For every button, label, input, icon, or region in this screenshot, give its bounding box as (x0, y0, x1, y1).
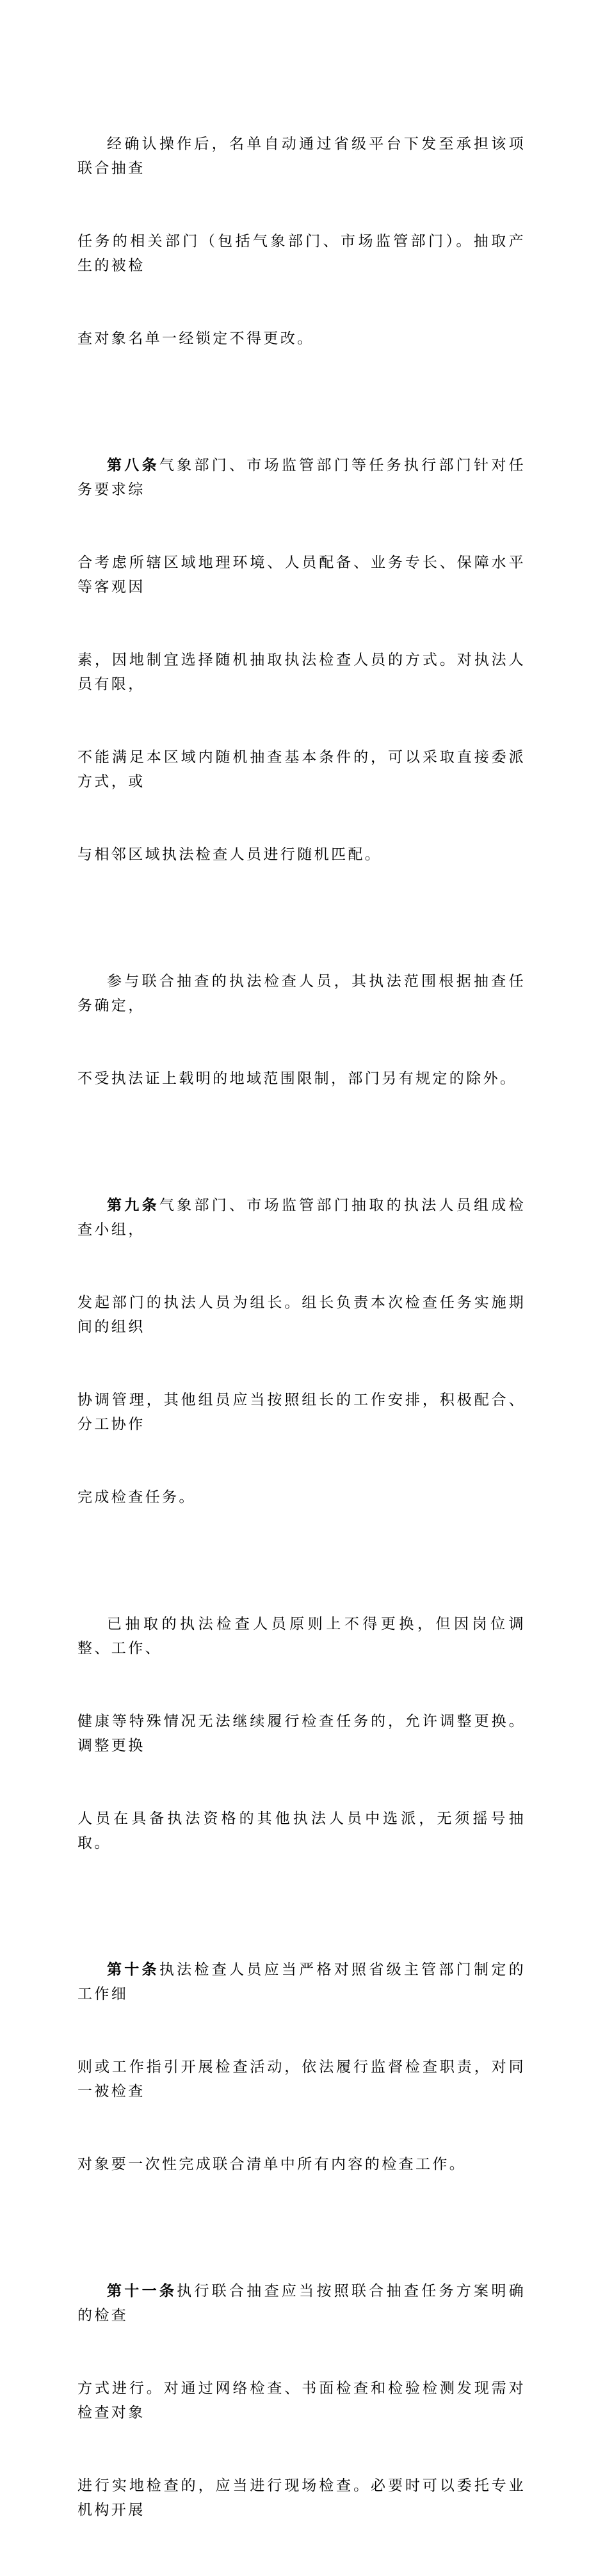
document-body (77, 83, 526, 2576)
text-line: 人员在具备执法资格的其他执法人员中选派，无须摇号抽取。 (77, 1810, 526, 1851)
text-line: 任务的相关部门（包括气象部门、市场监管部门）。抽取产生的被检 (77, 233, 526, 274)
text-line: 与相邻区域执法检查人员进行随机匹配。 (77, 846, 382, 863)
text-line: 不能满足本区域内随机抽查基本条件的，可以采取直接委派方式，或 (77, 749, 526, 790)
text-line: 进行实地检查的，应当进行现场检查。必要时可以委托专业机构开展 (77, 2477, 526, 2518)
text-line (77, 1958, 526, 2006)
article-9 (77, 1145, 526, 1558)
paragraph-5 (77, 1563, 526, 1904)
text-line: 不受执法证上载明的地域范围限制，部门另有规定的除外。 (77, 1070, 517, 1087)
text-line (77, 1193, 526, 1242)
text-line: 对象要一次性完成联合清单中所有内容的检查工作。 (77, 2156, 467, 2173)
text-line: 已抽取的执法检查人员原则上不得更换，但因岗位调整、工作、 (77, 1616, 526, 1657)
text-line: 素，因地制宜选择随机抽取执法检查人员的方式。对执法人员有限， (77, 652, 526, 693)
article-heading: 第八条 (107, 457, 159, 474)
article-8 (77, 405, 526, 915)
text-line: 合考虑所辖区域地理环境、人员配备、业务专长、保障水平等客观因 (77, 554, 526, 595)
text-line: 健康等特殊情况无法继续履行检查任务的，允许调整更换。调整更换 (77, 1713, 526, 1754)
article-10 (77, 1909, 526, 2225)
text-line: 发起部门的执法人员为组长。组长负责本次检查任务实施期间的组织 (77, 1294, 526, 1335)
article-heading: 第十条 (107, 1961, 159, 1978)
text-line: 参与联合抽查的执法检查人员，其执法范围根据抽查任务确定， (77, 973, 526, 1014)
text-line-body: 气象部门、市场监管部门等任务执行部门针对任务要求综 (77, 457, 526, 498)
paragraph-3 (77, 921, 526, 1139)
article-heading: 第九条 (107, 1197, 159, 1214)
text-line (77, 2279, 526, 2328)
text-line: 则或工作指引开展检查活动，依法履行监督检查职责，对同一被检查 (77, 2059, 526, 2100)
text-line-body: 气象部门、市场监管部门抽取的执法人员组成检查小组， (77, 1197, 526, 1238)
text-line: 经确认操作后，名单自动通过省级平台下发至承担该项联合抽查 (77, 136, 526, 177)
paragraph-1 (77, 83, 526, 399)
text-line: 方式进行。对通过网络检查、书面检查和检验检测发现需对检查对象 (77, 2380, 526, 2421)
article-heading: 第十一条 (107, 2283, 177, 2299)
text-line-body: 执行联合抽查应当按照联合抽查任务方案明确的检查 (77, 2283, 526, 2324)
text-line: 查对象名单一经锁定不得更改。 (77, 330, 314, 347)
text-line-body: 执法检查人员应当严格对照省级主管部门制定的工作细 (77, 1961, 526, 2002)
text-line (77, 453, 526, 502)
text-line: 完成检查任务。 (77, 1489, 196, 1506)
text-line: 协调管理，其他组员应当按照组长的工作安排，积极配合、分工协作 (77, 1392, 526, 1433)
article-11 (77, 2230, 526, 2571)
